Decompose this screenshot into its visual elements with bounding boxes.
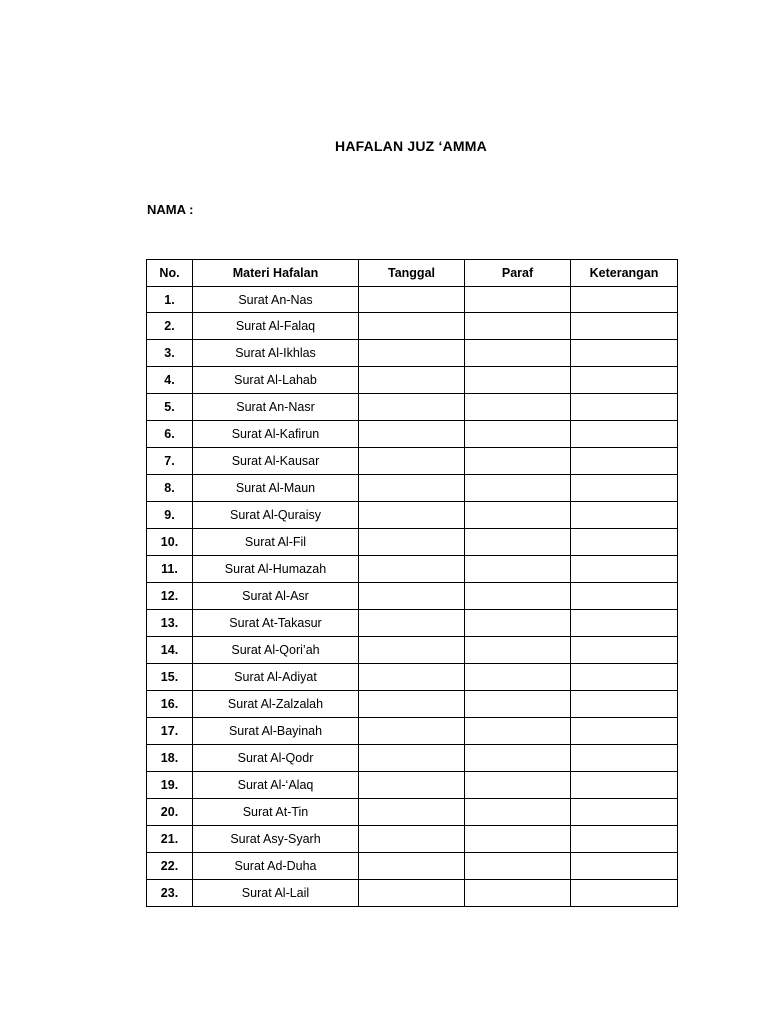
row-tanggal-cell[interactable] [359, 475, 465, 502]
row-paraf-cell[interactable] [465, 745, 571, 772]
row-tanggal-cell[interactable] [359, 637, 465, 664]
row-materi: Surat At-Takasur [193, 610, 359, 637]
header-tanggal: Tanggal [359, 260, 465, 287]
table-row [147, 718, 678, 745]
table-header-row [147, 260, 678, 287]
row-keterangan-cell[interactable] [571, 340, 678, 367]
row-tanggal-cell[interactable] [359, 556, 465, 583]
row-paraf-cell[interactable] [465, 853, 571, 880]
row-paraf-cell[interactable] [465, 340, 571, 367]
header-no: No. [147, 260, 193, 287]
row-keterangan-cell[interactable] [571, 772, 678, 799]
row-paraf-cell[interactable] [465, 529, 571, 556]
row-materi: Surat Al-‘Alaq [193, 772, 359, 799]
row-paraf-cell[interactable] [465, 664, 571, 691]
row-paraf-cell[interactable] [465, 313, 571, 340]
row-keterangan-cell[interactable] [571, 745, 678, 772]
table-row [147, 880, 678, 907]
row-number: 19. [147, 772, 193, 799]
row-keterangan-cell[interactable] [571, 448, 678, 475]
row-number: 2. [147, 313, 193, 340]
row-materi: Surat An-Nasr [193, 394, 359, 421]
row-paraf-cell[interactable] [465, 799, 571, 826]
table-row [147, 664, 678, 691]
row-keterangan-cell[interactable] [571, 799, 678, 826]
row-materi: Surat An-Nas [193, 287, 359, 313]
table-row [147, 340, 678, 367]
table-row [147, 610, 678, 637]
row-keterangan-cell[interactable] [571, 313, 678, 340]
row-tanggal-cell[interactable] [359, 394, 465, 421]
row-number: 23. [147, 880, 193, 907]
table-row [147, 826, 678, 853]
table-row [147, 772, 678, 799]
row-tanggal-cell[interactable] [359, 664, 465, 691]
row-tanggal-cell[interactable] [359, 502, 465, 529]
row-keterangan-cell[interactable] [571, 691, 678, 718]
row-tanggal-cell[interactable] [359, 718, 465, 745]
row-paraf-cell[interactable] [465, 637, 571, 664]
row-keterangan-cell[interactable] [571, 637, 678, 664]
table-body [147, 287, 678, 907]
row-paraf-cell[interactable] [465, 448, 571, 475]
row-tanggal-cell[interactable] [359, 880, 465, 907]
row-tanggal-cell[interactable] [359, 691, 465, 718]
row-keterangan-cell[interactable] [571, 610, 678, 637]
row-paraf-cell[interactable] [465, 421, 571, 448]
row-number: 5. [147, 394, 193, 421]
table-row [147, 637, 678, 664]
row-number: 3. [147, 340, 193, 367]
row-materi: Surat Al-Bayinah [193, 718, 359, 745]
header-materi: Materi Hafalan [193, 260, 359, 287]
row-paraf-cell[interactable] [465, 772, 571, 799]
row-paraf-cell[interactable] [465, 691, 571, 718]
table-row [147, 475, 678, 502]
row-paraf-cell[interactable] [465, 287, 571, 313]
row-tanggal-cell[interactable] [359, 745, 465, 772]
table-row [147, 394, 678, 421]
row-paraf-cell[interactable] [465, 475, 571, 502]
row-materi: Surat Al-Asr [193, 583, 359, 610]
header-paraf: Paraf [465, 260, 571, 287]
row-paraf-cell[interactable] [465, 583, 571, 610]
row-materi: Surat Al-Kafirun [193, 421, 359, 448]
row-paraf-cell[interactable] [465, 502, 571, 529]
row-keterangan-cell[interactable] [571, 475, 678, 502]
table-row [147, 799, 678, 826]
row-materi: Surat Al-Qodr [193, 745, 359, 772]
table-row [147, 529, 678, 556]
row-materi: Surat At-Tin [193, 799, 359, 826]
row-materi: Surat Al-Kausar [193, 448, 359, 475]
row-number: 16. [147, 691, 193, 718]
row-paraf-cell[interactable] [465, 394, 571, 421]
row-keterangan-cell[interactable] [571, 556, 678, 583]
row-paraf-cell[interactable] [465, 718, 571, 745]
row-keterangan-cell[interactable] [571, 394, 678, 421]
row-tanggal-cell[interactable] [359, 448, 465, 475]
row-tanggal-cell[interactable] [359, 853, 465, 880]
row-tanggal-cell[interactable] [359, 313, 465, 340]
row-paraf-cell[interactable] [465, 880, 571, 907]
row-materi: Surat Al-Maun [193, 475, 359, 502]
row-number: 14. [147, 637, 193, 664]
row-number: 17. [147, 718, 193, 745]
table-row [147, 853, 678, 880]
row-materi: Surat Asy-Syarh [193, 826, 359, 853]
row-keterangan-cell[interactable] [571, 502, 678, 529]
table-row [147, 502, 678, 529]
row-number: 21. [147, 826, 193, 853]
row-paraf-cell[interactable] [465, 610, 571, 637]
table-row [147, 556, 678, 583]
row-tanggal-cell[interactable] [359, 583, 465, 610]
row-materi: Surat Al-Falaq [193, 313, 359, 340]
row-keterangan-cell[interactable] [571, 664, 678, 691]
row-tanggal-cell[interactable] [359, 610, 465, 637]
table-row [147, 421, 678, 448]
row-number: 12. [147, 583, 193, 610]
table-row [147, 583, 678, 610]
row-keterangan-cell[interactable] [571, 826, 678, 853]
row-materi: Surat Al-Fil [193, 529, 359, 556]
row-tanggal-cell[interactable] [359, 529, 465, 556]
page-title: HAFALAN JUZ ‘AMMA [335, 138, 487, 154]
row-keterangan-cell[interactable] [571, 853, 678, 880]
row-tanggal-cell[interactable] [359, 772, 465, 799]
row-materi: Surat Al-Lail [193, 880, 359, 907]
row-number: 8. [147, 475, 193, 502]
row-keterangan-cell[interactable] [571, 880, 678, 907]
row-number: 22. [147, 853, 193, 880]
row-keterangan-cell[interactable] [571, 529, 678, 556]
row-number: 4. [147, 367, 193, 394]
row-materi: Surat Al-Quraisy [193, 502, 359, 529]
row-number: 6. [147, 421, 193, 448]
table-row [147, 287, 678, 313]
row-keterangan-cell[interactable] [571, 287, 678, 313]
row-materi: Surat Al-Humazah [193, 556, 359, 583]
row-number: 15. [147, 664, 193, 691]
row-keterangan-cell[interactable] [571, 583, 678, 610]
row-keterangan-cell[interactable] [571, 421, 678, 448]
table-row [147, 313, 678, 340]
row-materi: Surat Al-Adiyat [193, 664, 359, 691]
row-number: 18. [147, 745, 193, 772]
row-number: 1. [147, 287, 193, 313]
row-number: 11. [147, 556, 193, 583]
row-keterangan-cell[interactable] [571, 718, 678, 745]
row-materi: Surat Ad-Duha [193, 853, 359, 880]
row-keterangan-cell[interactable] [571, 367, 678, 394]
row-tanggal-cell[interactable] [359, 340, 465, 367]
row-tanggal-cell[interactable] [359, 287, 465, 313]
row-number: 10. [147, 529, 193, 556]
row-tanggal-cell[interactable] [359, 367, 465, 394]
row-materi: Surat Al-Qori’ah [193, 637, 359, 664]
row-materi: Surat Al-Lahab [193, 367, 359, 394]
row-number: 13. [147, 610, 193, 637]
row-tanggal-cell[interactable] [359, 826, 465, 853]
row-number: 20. [147, 799, 193, 826]
row-tanggal-cell[interactable] [359, 799, 465, 826]
name-label: NAMA : [147, 202, 194, 217]
row-paraf-cell[interactable] [465, 367, 571, 394]
row-number: 7. [147, 448, 193, 475]
row-tanggal-cell[interactable] [359, 421, 465, 448]
table-row [147, 448, 678, 475]
memorization-table [146, 259, 678, 907]
row-paraf-cell[interactable] [465, 556, 571, 583]
row-materi: Surat Al-Ikhlas [193, 340, 359, 367]
header-keterangan: Keterangan [571, 260, 678, 287]
table-row [147, 745, 678, 772]
table-row [147, 691, 678, 718]
row-paraf-cell[interactable] [465, 826, 571, 853]
table-row [147, 367, 678, 394]
row-number: 9. [147, 502, 193, 529]
row-materi: Surat Al-Zalzalah [193, 691, 359, 718]
